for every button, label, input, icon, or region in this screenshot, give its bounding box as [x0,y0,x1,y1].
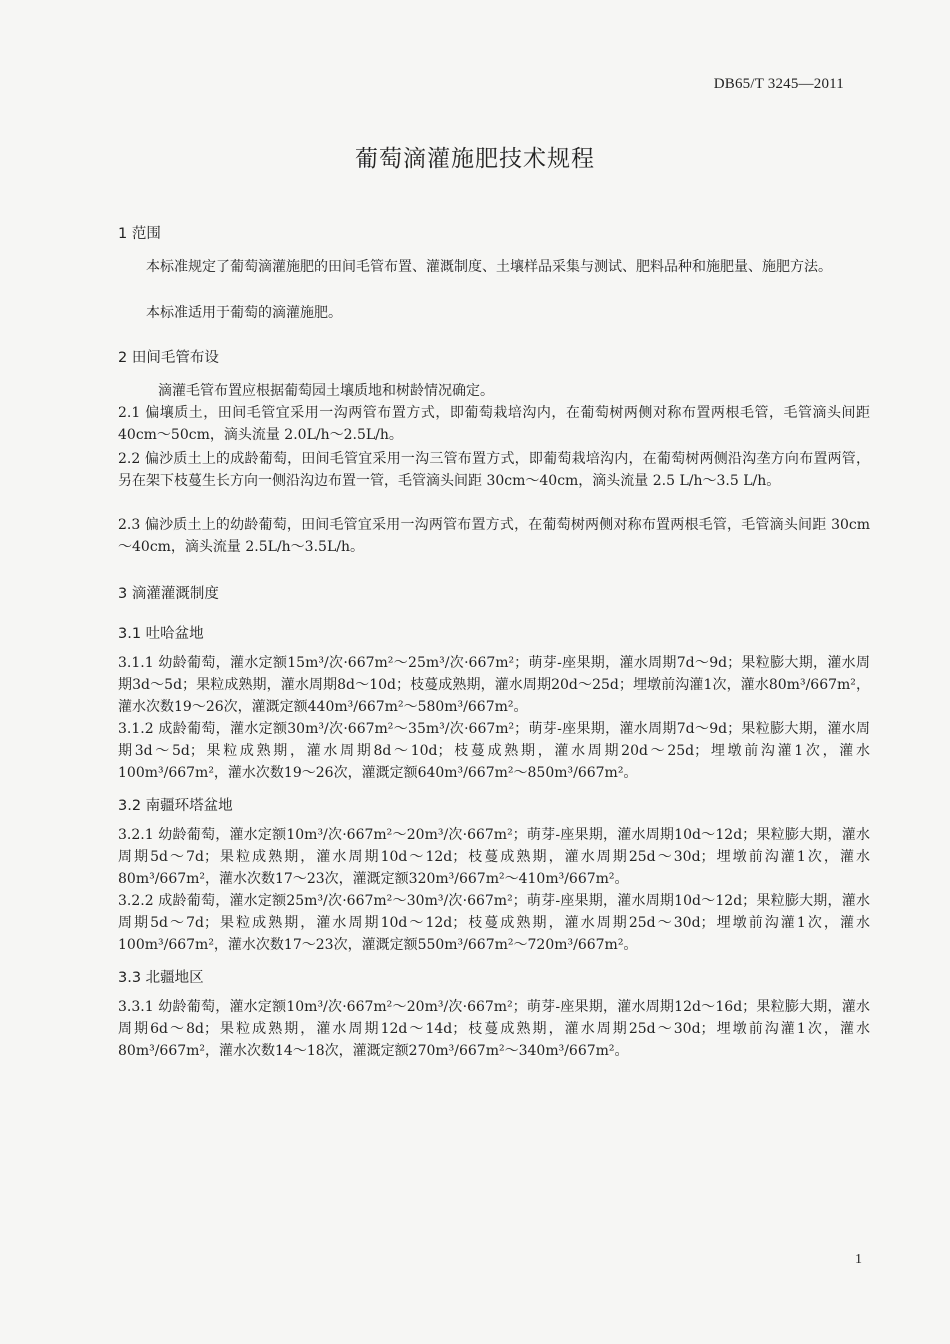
subsection-3-3-heading: 3.3 北疆地区 [118,970,204,986]
clause-3-2-1: 3.2.1 幼龄葡萄，灌水定额10m³/次·667m²～20m³/次·667m²；萌芽-座果期，灌水周期10d～12d；果粒膨大期，灌水周期5d～7d；果粒成熟期，灌水周期10d～12d；枝蔓成熟期，灌水周期25d～30d；埋墩前沟灌1次，灌水80m³/667m²，灌水次数17～23次，灌溉定额320m³/667m²～410m³/667m²。 [118,827,870,887]
clause-3-3-1: 3.3.1 幼龄葡萄，灌水定额10m³/次·667m²～20m³/次·667m²；萌芽-座果期，灌水周期12d～16d；果粒膨大期，灌水周期6d～8d；果粒成熟期，灌水周期12d～14d；枝蔓成熟期，灌水周期25d～30d；埋墩前沟灌1次，灌水80m³/667m²，灌水次数14～18次，灌溉定额270m³/667m²～340m³/667m²。 [118,999,870,1059]
section-2-intro: 滴灌毛管布置应根据葡萄园土壤质地和树龄情况确定。 [158,383,494,399]
clause-2-1: 2.1 偏壤质土，田间毛管宜采用一沟两管布置方式，即葡萄栽培沟内，在葡萄树两侧对称布置两根毛管，毛管滴头间距 40cm～50cm，滴头流量 2.0L/h～2.5L/h。 [118,405,870,443]
standard-code: DB65/T 3245—2011 [713,76,844,92]
clause-3-1-1: 3.1.1 幼龄葡萄，灌水定额15m³/次·667m²～25m³/次·667m²；萌芽-座果期，灌水周期7d～9d；果粒膨大期，灌水周期3d～5d；果粒成熟期，灌水周期8d～10d；枝蔓成熟期，灌水周期20d～25d；埋墩前沟灌1次，灌水80m³/667m²，灌水次数19～26次，灌溉定额440m³/667m²～580m³/667m²。 [118,655,870,715]
clause-3-1-2: 3.1.2 成龄葡萄，灌水定额30m³/次·667m²～35m³/次·667m²；萌芽-座果期，灌水周期7d～9d；果粒膨大期，灌水周期3d～5d；果粒成熟期，灌水周期8d～10d；枝蔓成熟期，灌水周期20d～25d；埋墩前沟灌1次，灌水100m³/667m²，灌水次数19～26次，灌溉定额640m³/667m²～850m³/667m²。 [118,721,870,781]
subsection-3-2-heading: 3.2 南疆环塔盆地 [118,798,233,814]
clause-2-2: 2.2 偏沙质土上的成龄葡萄，田间毛管宜采用一沟三管布置方式，即葡萄栽培沟内，在葡萄树两侧沿沟垄方向布置两管，另在架下枝蔓生长方向一侧沿沟边布置一管，毛管滴头间距 30cm～40cm，滴头流量 2.5 L/h～3.5 L/h。 [118,451,870,489]
clause-2-3: 2.3 偏沙质土上的幼龄葡萄，田间毛管宜采用一沟两管布置方式，在葡萄树两侧对称布置两根毛管，毛管滴头间距 30cm～40cm，滴头流量 2.5L/h～3.5L/h。 [118,517,870,555]
section-1-paragraph-2: 本标准适用于葡萄的滴灌施肥。 [146,305,342,321]
section-1-heading: 1 范围 [118,226,161,242]
subsection-3-1-heading: 3.1 吐哈盆地 [118,626,204,642]
clause-3-2-2: 3.2.2 成龄葡萄，灌水定额25m³/次·667m²～30m³/次·667m²；萌芽-座果期，灌水周期10d～12d；果粒膨大期，灌水周期5d～7d；果粒成熟期，灌水周期10d～12d；枝蔓成熟期，灌水周期25d～30d；埋墩前沟灌1次，灌水100m³/667m²，灌水次数17～23次，灌溉定额550m³/667m²～720m³/667m²。 [118,893,870,953]
page-number: 1 [855,1252,862,1267]
section-1-paragraph-1: 本标准规定了葡萄滴灌施肥的田间毛管布置、灌溉制度、土壤样品采集与测试、肥料品种和施肥量、施肥方法。 [146,259,832,275]
section-2-heading: 2 田间毛管布设 [118,350,219,366]
section-3-heading: 3 滴灌灌溉制度 [118,586,219,602]
document-title: 葡萄滴灌施肥技术规程 [355,146,595,172]
